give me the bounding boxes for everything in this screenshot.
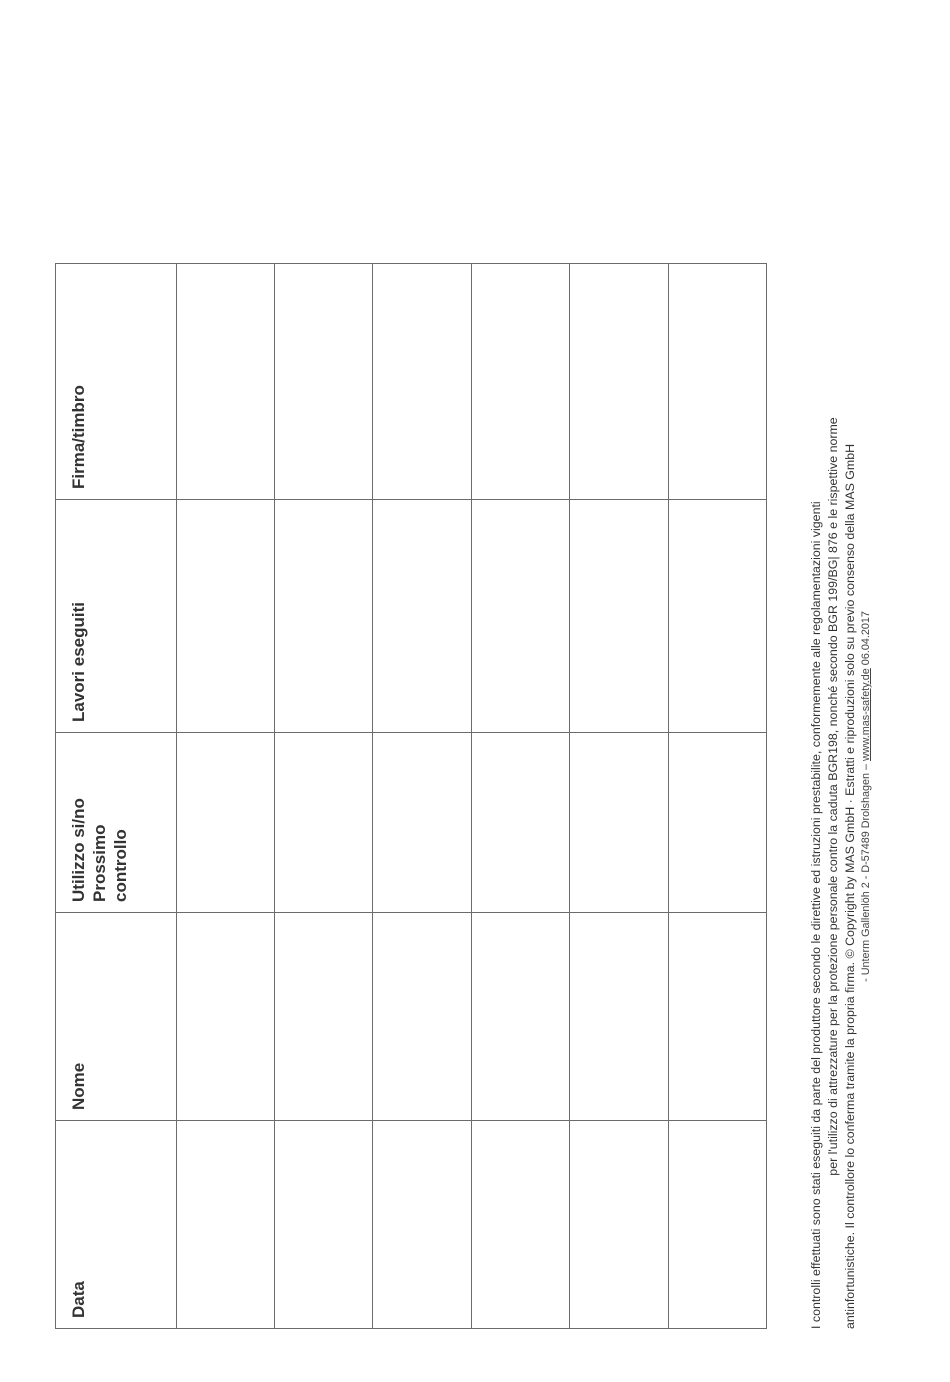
header-signature: Firma/timbro bbox=[56, 264, 177, 500]
cell-date[interactable] bbox=[373, 1121, 471, 1329]
cell-signature[interactable] bbox=[176, 264, 274, 500]
cell-date[interactable] bbox=[176, 1121, 274, 1329]
header-usage-line1: Utilizzo si/no bbox=[69, 798, 88, 902]
cell-name[interactable] bbox=[274, 913, 372, 1121]
cell-date[interactable] bbox=[471, 1121, 569, 1329]
cell-signature[interactable] bbox=[373, 264, 471, 500]
cell-signature[interactable] bbox=[668, 264, 766, 500]
cell-date[interactable] bbox=[570, 1121, 668, 1329]
table-header-row bbox=[56, 264, 177, 1329]
cell-signature[interactable] bbox=[471, 264, 569, 500]
header-work-done: Lavori eseguiti bbox=[56, 500, 177, 733]
cell-usage[interactable] bbox=[176, 733, 274, 913]
footer-date: 06.04.2017 bbox=[860, 611, 872, 669]
cell-name[interactable] bbox=[570, 913, 668, 1121]
website-link[interactable]: www.mas-safety.de bbox=[860, 668, 872, 761]
footer-line-1: I controlli effettuati sono stati eseguiti da parte del produttore secondo le direttive ed istruzioni prestabilite, conformemente alle regolamentazioni vigenti bbox=[809, 501, 823, 1329]
cell-work[interactable] bbox=[274, 500, 372, 733]
header-date: Data bbox=[56, 1121, 177, 1329]
cell-usage[interactable] bbox=[570, 733, 668, 913]
footer-note bbox=[808, 264, 878, 1329]
cell-signature[interactable] bbox=[274, 264, 372, 500]
inspection-log-table bbox=[55, 264, 767, 1329]
cell-usage[interactable] bbox=[373, 733, 471, 913]
cell-signature[interactable] bbox=[570, 264, 668, 500]
cell-date[interactable] bbox=[668, 1121, 766, 1329]
footer-line-2: per l'utilizzo di attrezzature per la protezione personale contro la caduta BGR198, nonché secondo BGR 199/BG| 876 e le rispettive norme bbox=[826, 417, 840, 1176]
table-row bbox=[274, 264, 372, 1329]
cell-name[interactable] bbox=[176, 913, 274, 1121]
header-usage-next-check bbox=[56, 733, 177, 913]
footer-line-3: antinfortunistiche. Il controllore lo conferma tramite la propria firma. © Copyright by MAS GmbH · Estratti e riproduzioni solo su previo consenso della MAS GmbH bbox=[843, 443, 857, 1329]
cell-work[interactable] bbox=[668, 500, 766, 733]
header-usage-line2: Prossimo bbox=[90, 824, 109, 902]
cell-name[interactable] bbox=[471, 913, 569, 1121]
cell-name[interactable] bbox=[668, 913, 766, 1121]
cell-name[interactable] bbox=[373, 913, 471, 1121]
table-row bbox=[668, 264, 766, 1329]
header-name: Nome bbox=[56, 913, 177, 1121]
footer-address: - Unterm Gallenlöh 2 - D-57489 Drolshagen – bbox=[860, 761, 872, 982]
log-table bbox=[55, 263, 767, 1329]
footer-line-4 bbox=[859, 264, 874, 1329]
header-usage-line3: controllo bbox=[111, 829, 130, 902]
table-row bbox=[570, 264, 668, 1329]
table-row bbox=[176, 264, 274, 1329]
table-row bbox=[471, 264, 569, 1329]
cell-usage[interactable] bbox=[471, 733, 569, 913]
cell-work[interactable] bbox=[471, 500, 569, 733]
cell-date[interactable] bbox=[274, 1121, 372, 1329]
cell-usage[interactable] bbox=[274, 733, 372, 913]
table-row bbox=[373, 264, 471, 1329]
cell-work[interactable] bbox=[176, 500, 274, 733]
cell-work[interactable] bbox=[373, 500, 471, 733]
cell-work[interactable] bbox=[570, 500, 668, 733]
cell-usage[interactable] bbox=[668, 733, 766, 913]
